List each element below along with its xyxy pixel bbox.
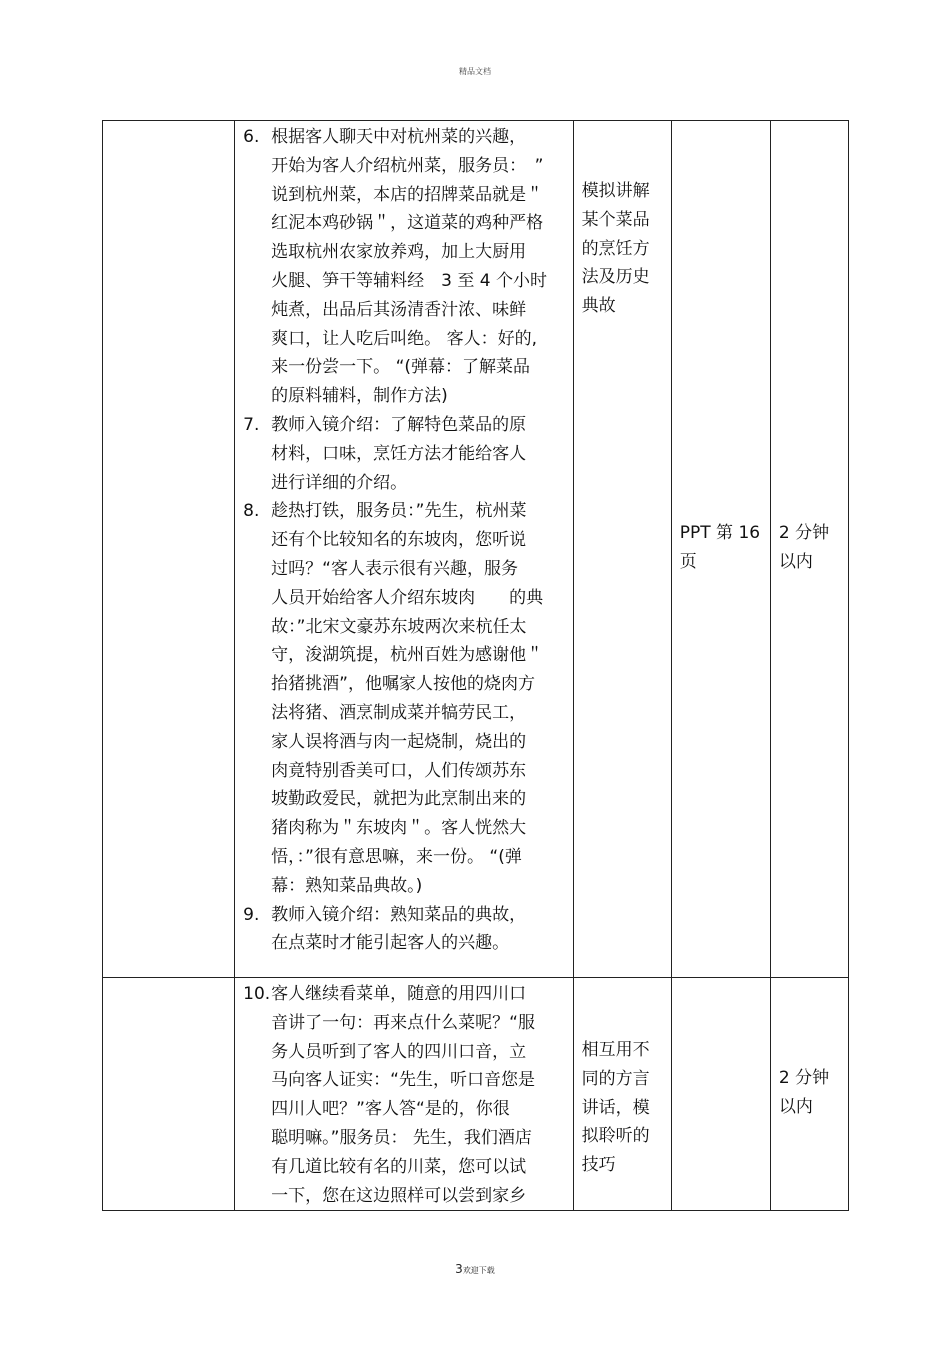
page-header: 精品文档: [459, 67, 491, 76]
text-line: 教师入镜介绍：了解特色菜品的原: [271, 414, 527, 435]
text-line: 聪明嘛。”服务员： 先生，我们酒店: [271, 1127, 532, 1148]
text-line: 还有个比较知名的东坡肉，您听说: [271, 530, 527, 551]
text-line: 同的方言: [581, 1068, 650, 1089]
time-text: [771, 978, 848, 1122]
text-line: 法将猪、酒烹制成菜并犒劳民工，: [271, 702, 527, 723]
text-line: 2 分钟: [778, 523, 830, 543]
text-line: 家人误将酒与肉一起烧制，烧出的: [271, 731, 527, 752]
text-line: 拟聆听的: [581, 1126, 650, 1147]
text-line: 根据客人聊天中对杭州菜的兴趣，: [271, 127, 527, 147]
text-line: 故：”北宋文豪苏东坡两次来杭任太: [271, 616, 527, 637]
text-line: 过吗？“客人表示很有兴趣，服务: [271, 558, 518, 579]
text-line: 以内: [778, 551, 813, 572]
text-line: 选取杭州农家放养鸡，加上大厨用: [271, 242, 527, 263]
text-line: 开始为客人介绍杭州菜，服务员： ”: [271, 155, 544, 176]
text-line: 猪肉称为＂东坡肉＂。客人恍然大: [271, 818, 527, 839]
text-line: 以内: [778, 1096, 813, 1117]
purpose-text: [574, 978, 671, 1180]
text-line: PPT 第 16: [679, 523, 761, 543]
text-line: 人员开始给客人介绍东坡肉 的典: [271, 587, 544, 608]
text-line: 爽口，让人吃后叫绝。 客人：好的,: [271, 328, 537, 349]
resource-cell: [671, 978, 770, 1211]
text-line: 页: [679, 551, 697, 572]
procedure-cell: [235, 121, 573, 978]
item-number: 8.: [243, 501, 260, 522]
text-line: 有几道比较有名的川菜，您可以试: [271, 1156, 527, 1177]
text-line: 讲话，模: [581, 1097, 650, 1118]
item-number: 10.: [243, 984, 271, 1004]
time-cell: [770, 121, 848, 978]
lesson-table: [102, 120, 849, 1211]
text-line: 说到杭州菜，本店的招牌菜品就是＂: [271, 184, 544, 205]
text-line: 音讲了一句：再来点什么菜呢？“服: [271, 1012, 535, 1033]
text-line: 进行详细的介绍。: [271, 472, 408, 493]
time-cell: [770, 978, 848, 1211]
text-line: 四川人吧？”客人答“是的，你很: [271, 1099, 510, 1120]
blank-cell: [103, 978, 235, 1211]
page-number: 3: [455, 1262, 463, 1276]
text-line: 务人员听到了客人的四川口音，立: [271, 1041, 527, 1062]
text-line: 幕：熟知菜品典故。): [271, 875, 423, 896]
purpose-text: [574, 121, 671, 321]
purpose-cell: [573, 978, 671, 1211]
procedure-list: [235, 121, 572, 958]
text-line: 的原料辅料，制作方法): [271, 386, 448, 407]
text-line: 马向客人证实：“先生，听口音您是: [271, 1070, 535, 1091]
text-line: 技巧: [581, 1155, 616, 1176]
procedure-cell: [235, 978, 573, 1211]
text-line: 相互用不: [581, 1040, 650, 1060]
item-number: 9.: [243, 904, 260, 925]
text-line: 模拟讲解: [581, 181, 650, 201]
procedure-item: [243, 497, 562, 900]
procedure-item: [243, 980, 562, 1210]
text-line: 悟，：”很有意思嘛，来一份。 “(弹: [271, 846, 522, 867]
page-footer: [0, 1262, 950, 1276]
item-number: 7.: [243, 414, 260, 435]
text-line: 的烹饪方: [581, 238, 650, 259]
text-line: 炖煮，出品后其汤清香汁浓、味鲜: [271, 299, 527, 320]
text-line: 守，浚湖筑提，杭州百姓为感谢他＂: [271, 645, 544, 666]
item-text: [271, 123, 562, 411]
text-line: 抬猪挑酒”，他嘱家人按他的烧肉方: [271, 674, 535, 695]
text-line: 教师入镜介绍：熟知菜品的典故，: [271, 904, 527, 925]
text-line: 法及历史: [581, 267, 650, 288]
text-line: 材料，口味，烹饪方法才能给客人: [271, 443, 527, 464]
text-line: 一下，您在这边照样可以尝到家乡: [271, 1185, 527, 1206]
text-line: 某个菜品: [581, 209, 650, 230]
time-text: [771, 121, 848, 577]
procedure-item: [243, 411, 562, 497]
table-row: [103, 121, 849, 978]
text-line: 在点菜时才能引起客人的兴趣。: [271, 933, 510, 954]
text-line: 趁热打铁，服务员：”先生，杭州菜: [271, 501, 527, 522]
resource-cell: [671, 121, 770, 978]
item-text: [271, 901, 562, 959]
blank-cell: [103, 121, 235, 978]
text-line: 来一份尝一下。 “(弹幕：了解菜品: [271, 357, 531, 378]
text-line: 2 分钟: [778, 1068, 830, 1088]
text-line: 红泥本鸡砂锅＂，这道菜的鸡种严格: [271, 213, 544, 234]
item-text: [271, 497, 562, 900]
footer-text: 欢迎下载: [462, 1266, 495, 1275]
resource-text: [672, 121, 770, 577]
item-number: 6.: [243, 127, 260, 147]
procedure-list: [235, 978, 572, 1210]
table-row: [103, 978, 849, 1211]
text-line: 坡勤政爱民，就把为此烹制出来的: [271, 789, 527, 810]
procedure-item: [243, 123, 562, 411]
procedure-item: [243, 901, 562, 959]
text-line: 典故: [581, 296, 616, 317]
text-line: 客人继续看菜单，随意的用四川口: [271, 984, 527, 1004]
text-line: 火腿、笋干等辅料经 3 至 4 个小时: [271, 270, 548, 291]
text-line: 肉竟特别香美可口，人们传颂苏东: [271, 760, 527, 781]
item-text: [271, 980, 562, 1210]
purpose-cell: [573, 121, 671, 978]
item-text: [271, 411, 562, 497]
